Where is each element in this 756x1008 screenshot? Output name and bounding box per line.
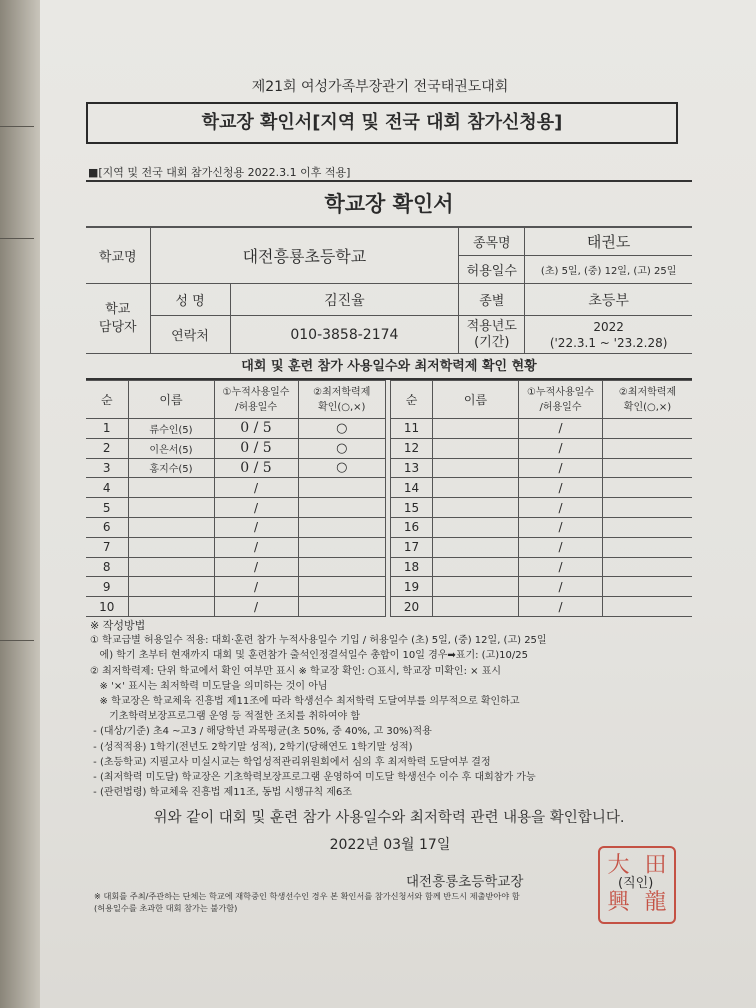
row-no: 12 bbox=[391, 438, 433, 458]
row-name bbox=[128, 517, 214, 537]
instruction-line: - (성적적용) 1학기(전년도 2학기말 성적), 2학기(당해연도 1학기말 성적) bbox=[90, 741, 413, 753]
row-name bbox=[433, 537, 519, 557]
row-min bbox=[603, 438, 693, 458]
row-min bbox=[603, 478, 693, 498]
row-name bbox=[433, 478, 519, 498]
table-body-left bbox=[86, 419, 386, 617]
row-used: / bbox=[519, 498, 603, 518]
footnote-line2: (허용일수를 초과한 대회 참가는 불가함) bbox=[94, 903, 238, 913]
table-row bbox=[86, 498, 386, 518]
confirm-date: 2022년 03월 17일 bbox=[329, 837, 451, 853]
row-min bbox=[298, 517, 386, 537]
row-name: 류수인(5) bbox=[128, 419, 214, 439]
seal-label: (직인) bbox=[618, 876, 654, 891]
instruction-line: - (최저학력 미도달) 학교장은 기초학력보장프로그램 운영하여 미도달 학생선수 이수 후 대회참가 가능 bbox=[90, 772, 536, 784]
row-min bbox=[298, 557, 386, 577]
seal-char: 興 bbox=[607, 890, 630, 915]
table-row bbox=[391, 478, 693, 498]
row-used: / bbox=[519, 557, 603, 577]
seal-char: 大 bbox=[607, 853, 630, 878]
col-min-line2: 확인(○,×) bbox=[623, 401, 672, 413]
row-no: 15 bbox=[391, 498, 433, 518]
col-used-line2: /허용일수 bbox=[234, 401, 277, 413]
manager-label-line1: 학교 bbox=[105, 301, 131, 317]
col-name: 이름 bbox=[128, 381, 214, 419]
row-name: 이은서(5) bbox=[128, 438, 214, 458]
row-used: / bbox=[519, 537, 603, 557]
table-row bbox=[86, 458, 386, 478]
row-no: 13 bbox=[391, 458, 433, 478]
instructions bbox=[90, 618, 690, 800]
doc-title: 학교장 확인서[지역 및 전국 대회 참가신청용] bbox=[86, 102, 678, 144]
table-row bbox=[86, 557, 386, 577]
row-name bbox=[433, 458, 519, 478]
row-min bbox=[603, 498, 693, 518]
row-name bbox=[128, 597, 214, 617]
row-no: 5 bbox=[86, 498, 128, 518]
row-min: ○ bbox=[298, 419, 386, 439]
row-min bbox=[298, 597, 386, 617]
row-used: / bbox=[214, 597, 298, 617]
row-min bbox=[603, 517, 693, 537]
row-used: 0 / 5 bbox=[214, 438, 298, 458]
sport-value: 태권도 bbox=[525, 228, 692, 256]
row-name bbox=[433, 438, 519, 458]
manager-label bbox=[86, 284, 150, 354]
table-row bbox=[86, 597, 386, 617]
row-name bbox=[128, 498, 214, 518]
row-no: 10 bbox=[86, 597, 128, 617]
instruction-line: ※ '×' 표시는 최저학력 미도달을 의미하는 것이 아님 bbox=[90, 680, 328, 692]
table-row bbox=[391, 537, 693, 557]
status-table-left bbox=[86, 380, 386, 617]
seal-char: 龍 bbox=[644, 890, 667, 915]
row-used: / bbox=[214, 557, 298, 577]
form-title: 학교장 확인서 bbox=[86, 180, 692, 227]
row-no: 6 bbox=[86, 517, 128, 537]
row-no: 2 bbox=[86, 438, 128, 458]
col-no: 순 bbox=[86, 381, 128, 419]
table-row bbox=[86, 577, 386, 597]
edge-line bbox=[0, 640, 34, 641]
apply-year-value bbox=[525, 316, 692, 354]
instruction-line: - (관련법령) 학교체육 진흥법 제11조, 동법 시행규칙 제6조 bbox=[90, 787, 352, 799]
instruction-line: - (초등학교) 지필고사 미실시교는 학업성적관리위원회에서 심의 후 최저학력 도달여부 결정 bbox=[90, 756, 491, 768]
instruction-line: 기초학력보장프로그램 운영 등 적절한 조치를 취하여야 함 bbox=[90, 711, 360, 723]
col-min-line1: ②최저학력제 bbox=[313, 386, 371, 398]
category-label: 종별 bbox=[459, 284, 525, 316]
table-row bbox=[86, 438, 386, 458]
row-name bbox=[433, 577, 519, 597]
table-row bbox=[391, 557, 693, 577]
row-min: ○ bbox=[298, 438, 386, 458]
row-min bbox=[298, 498, 386, 518]
row-no: 7 bbox=[86, 537, 128, 557]
allowed-days-value: (초) 5일, (중) 12일, (고) 25일 bbox=[525, 256, 692, 284]
row-min bbox=[603, 557, 693, 577]
row-used: / bbox=[519, 517, 603, 537]
edge-line bbox=[0, 238, 34, 239]
footnote-line1: ※ 대회를 주최/주관하는 단체는 학교에 재학중인 학생선수인 경우 본 확인서를 참가신청서와 함께 반드시 제출받아야 함 bbox=[94, 891, 520, 901]
table-row bbox=[86, 517, 386, 537]
table-row bbox=[86, 419, 386, 439]
col-used-line2: /허용일수 bbox=[539, 401, 582, 413]
row-used: / bbox=[519, 458, 603, 478]
row-min: ○ bbox=[298, 458, 386, 478]
row-name bbox=[128, 478, 214, 498]
row-used: / bbox=[214, 537, 298, 557]
row-name bbox=[433, 597, 519, 617]
instructions-title: ※ 작성방법 bbox=[90, 619, 146, 632]
table-row bbox=[391, 597, 693, 617]
table-row bbox=[391, 577, 693, 597]
table-header-row bbox=[86, 381, 386, 419]
row-no: 11 bbox=[391, 419, 433, 439]
info-block bbox=[86, 180, 692, 380]
row-no: 17 bbox=[391, 537, 433, 557]
manager-contact: 010-3858-2174 bbox=[230, 316, 459, 354]
row-used: 0 / 5 bbox=[214, 419, 298, 439]
confirm-text: 위와 같이 대회 및 훈련 참가 사용일수와 최저학력 관련 내용을 확인합니다. bbox=[153, 810, 625, 826]
status-table-right bbox=[390, 380, 692, 617]
row-min bbox=[603, 577, 693, 597]
row-used: / bbox=[519, 597, 603, 617]
col-min-line2: 확인(○,×) bbox=[318, 401, 366, 413]
row-no: 18 bbox=[391, 557, 433, 577]
row-used: / bbox=[214, 577, 298, 597]
principal-name: 대전흥룡초등학교장 bbox=[406, 874, 524, 890]
info-table bbox=[86, 227, 692, 354]
col-used bbox=[519, 381, 603, 419]
row-no: 14 bbox=[391, 478, 433, 498]
row-used: / bbox=[519, 419, 603, 439]
page-edge bbox=[0, 0, 40, 1008]
row-min bbox=[603, 458, 693, 478]
apply-year-label-line1: 적용년도 bbox=[466, 318, 517, 334]
row-used: / bbox=[519, 478, 603, 498]
row-name bbox=[128, 577, 214, 597]
table-header-row bbox=[391, 381, 693, 419]
row-name bbox=[433, 419, 519, 439]
manager-label-line2: 담당자 bbox=[98, 319, 137, 335]
section-note: ■[지역 및 전국 대회 참가신청용 2022.3.1 이후 적용] bbox=[88, 166, 351, 179]
status-title: 대회 및 훈련 참가 사용일수와 최저학력제 확인 현황 bbox=[241, 359, 537, 374]
apply-year-label bbox=[459, 316, 525, 354]
row-used: / bbox=[214, 478, 298, 498]
row-min bbox=[298, 478, 386, 498]
table-row bbox=[86, 537, 386, 557]
table-body-right bbox=[391, 419, 693, 617]
row-no: 9 bbox=[86, 577, 128, 597]
school-label: 학교명 bbox=[86, 228, 150, 284]
row-name bbox=[433, 517, 519, 537]
table-row bbox=[86, 478, 386, 498]
status-tables bbox=[86, 378, 692, 617]
row-name bbox=[128, 557, 214, 577]
apply-period: ('22.3.1 ~ '23.2.28) bbox=[549, 335, 668, 350]
row-used: / bbox=[519, 438, 603, 458]
row-used: / bbox=[214, 498, 298, 518]
row-used: / bbox=[519, 577, 603, 597]
instruction-line: ① 학교급별 허용일수 적용: 대회·훈련 참가 누적사용일수 기입 / 허용일수 (초) 5일, (중) 12일, (고) 25일 bbox=[90, 635, 547, 647]
footnote bbox=[94, 890, 690, 914]
row-no: 19 bbox=[391, 577, 433, 597]
row-no: 3 bbox=[86, 458, 128, 478]
manager-name: 김진율 bbox=[230, 284, 459, 316]
seal-char: 田 bbox=[644, 853, 667, 878]
col-min bbox=[603, 381, 693, 419]
instruction-line: ② 최저학력제: 단위 학교에서 확인 여부만 표시 ※ 학교장 확인: ○표시, 학교장 미확인: × 표시 bbox=[90, 665, 502, 677]
col-no: 순 bbox=[391, 381, 433, 419]
row-used: / bbox=[214, 517, 298, 537]
col-min-line1: ②최저학력제 bbox=[618, 386, 677, 398]
row-min bbox=[298, 577, 386, 597]
row-min bbox=[298, 537, 386, 557]
row-name: 홍지수(5) bbox=[128, 458, 214, 478]
school-value: 대전흥룡초등학교 bbox=[150, 228, 459, 284]
row-no: 16 bbox=[391, 517, 433, 537]
row-used: 0 / 5 bbox=[214, 458, 298, 478]
table-row bbox=[391, 458, 693, 478]
col-used bbox=[214, 381, 298, 419]
col-used-line1: ①누적사용일수 bbox=[527, 386, 594, 398]
category-value: 초등부 bbox=[525, 284, 692, 316]
row-min bbox=[603, 419, 693, 439]
row-no: 4 bbox=[86, 478, 128, 498]
row-no: 1 bbox=[86, 419, 128, 439]
name-label: 성 명 bbox=[150, 284, 230, 316]
edge-line bbox=[0, 126, 34, 127]
apply-year-label-line2: (기간) bbox=[474, 334, 510, 350]
row-no: 20 bbox=[391, 597, 433, 617]
apply-year: 2022 bbox=[593, 319, 624, 334]
row-min bbox=[603, 597, 693, 617]
col-name: 이름 bbox=[433, 381, 519, 419]
col-min bbox=[298, 381, 386, 419]
table-row bbox=[391, 517, 693, 537]
table-row bbox=[391, 419, 693, 439]
row-name bbox=[433, 557, 519, 577]
row-no: 8 bbox=[86, 557, 128, 577]
sport-label: 종목명 bbox=[459, 228, 525, 256]
instruction-line: 에) 학기 초부터 현재까지 대회 및 훈련참가 출석인정결석일수 총합이 10일 경우➡표기: (고)10/25 bbox=[90, 650, 528, 662]
row-name bbox=[128, 537, 214, 557]
table-row bbox=[391, 438, 693, 458]
row-min bbox=[603, 537, 693, 557]
col-used-line1: ①누적사용일수 bbox=[222, 386, 290, 398]
contact-label: 연락처 bbox=[150, 316, 230, 354]
allowed-days-label: 허용일수 bbox=[459, 256, 525, 284]
instructions-lines bbox=[90, 633, 690, 800]
instruction-line: - (대상/기준) 초4 ~고3 / 해당학년 과목평균(초 50%, 중 40%, 고 30%)적용 bbox=[90, 726, 432, 738]
instruction-line: ※ 학교장은 학교체육 진흥법 제11조에 따라 학생선수 최저학력 도달여부를 의무적으로 확인하고 bbox=[90, 696, 520, 708]
event-title: 제21회 여성가족부장관기 전국태권도대회 bbox=[251, 79, 509, 95]
row-name bbox=[433, 498, 519, 518]
table-row bbox=[391, 498, 693, 518]
